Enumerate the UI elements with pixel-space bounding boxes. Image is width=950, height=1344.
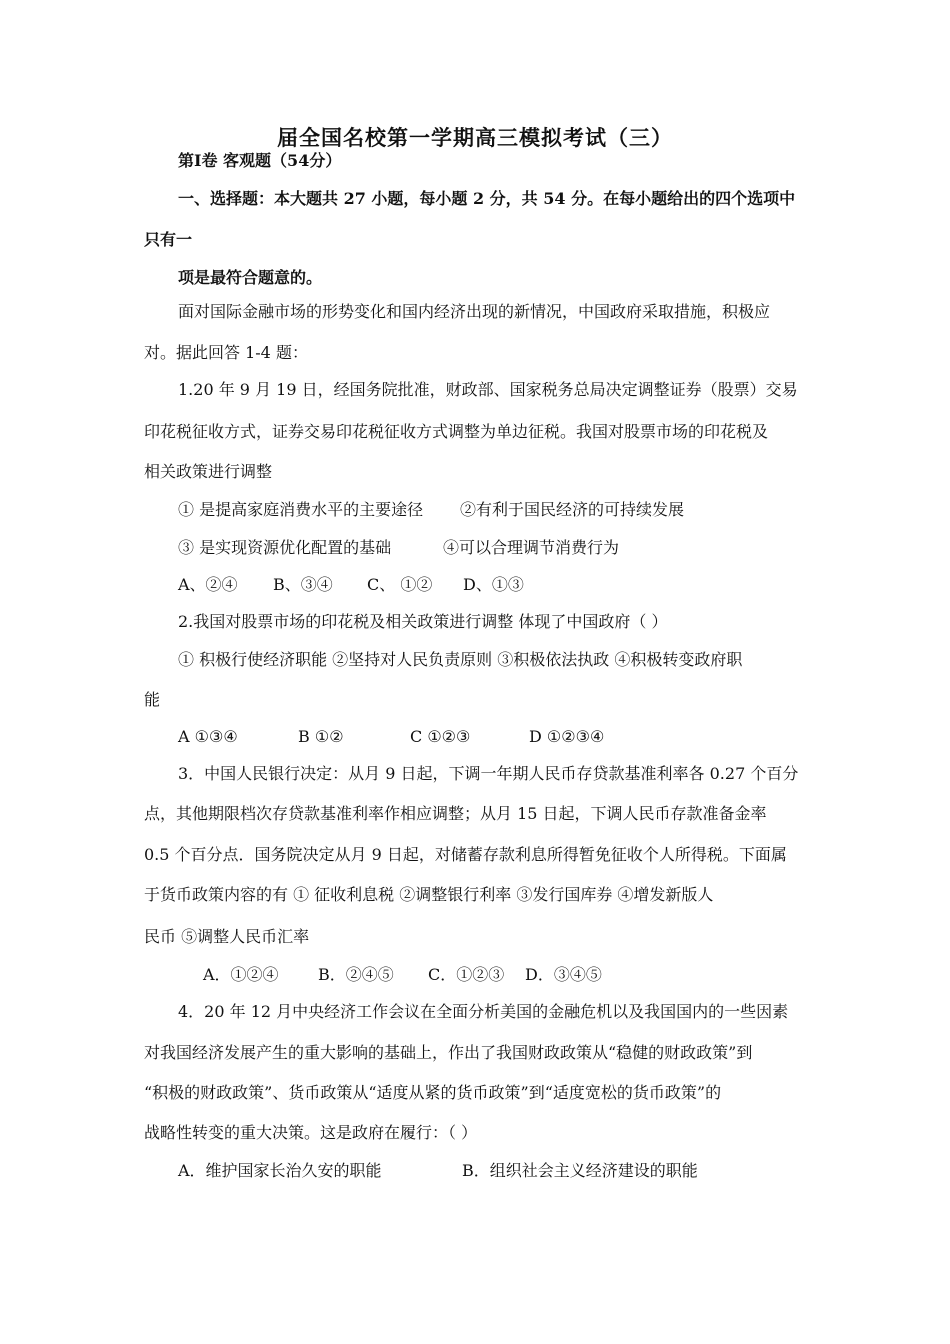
q1-line-1: 1.20 年 9 月 19 日，经国务院批准，财政部、国家税务总局决定调整证券（股票）交易 [178, 380, 798, 399]
q3-option-d: D．③④⑤ [525, 965, 602, 984]
q4-line-3: “积极的财政政策”、货币政策从“适度从紧的货币政策”到“适度宽松的货币政策”的 [144, 1083, 722, 1102]
q1-line-2: 印花税征收方式，证券交易印花税征收方式调整为单边征税。我国对股票市场的印花税及 [144, 422, 769, 441]
q1-option-d: D、①③ [463, 575, 524, 594]
instructions-line-1: 一、选择题：本大题共 27 小题，每小题 2 分，共 54 分。在每小题给出的四个选项中 [178, 189, 796, 208]
q2-option-d: D ①②③④ [529, 727, 605, 746]
q1-option-b: B、③④ [273, 575, 333, 594]
q2-option-c: C ①②③ [410, 727, 471, 746]
q3-option-c: C．①②③ [428, 965, 505, 984]
q2-option-a: A ①③④ [178, 727, 238, 746]
q2-line-1: 2.我国对股票市场的印花税及相关政策进行调整 体现了中国政府（ ） [178, 612, 668, 631]
q1-line-3: 相关政策进行调整 [144, 462, 273, 481]
q2-line-3: 能 [144, 690, 161, 709]
intro-line-1: 面对国际金融市场的形势变化和国内经济出现的新情况，中国政府采取措施，积极应 [178, 302, 771, 321]
q4-option-a: A．维护国家长治久安的职能 [178, 1161, 382, 1180]
q3-line-2: 点，其他期限档次存贷款基准利率作相应调整；从月 15 日起，下调人民币存款准备金率 [144, 804, 767, 823]
q1-option-a: A、②④ [178, 575, 238, 594]
q3-line-3: 0.5 个百分点．国务院决定从月 9 日起，对储蓄存款利息所得暂免征收个人所得税。下面属 [144, 845, 787, 864]
q1-statement-1: ① 是提高家庭消费水平的主要途径 [178, 500, 424, 519]
q1-statement-4: ④可以合理调节消费行为 [443, 538, 620, 557]
intro-line-2: 对。据此回答 1-4 题： [144, 343, 308, 362]
q4-line-1: 4．20 年 12 月中央经济工作会议在全面分析美国的金融危机以及我国国内的一些因素 [178, 1002, 789, 1021]
section-heading: 第Ⅰ卷 客观题（54分） [178, 151, 342, 170]
instructions-line-3: 项是最符合题意的。 [178, 268, 323, 287]
instructions-line-2: 只有一 [144, 230, 193, 249]
q1-option-c: C、 ①② [367, 575, 433, 594]
q2-option-b: B ①② [298, 727, 344, 746]
q4-option-b: B．组织社会主义经济建设的职能 [462, 1161, 698, 1180]
exam-title: 届全国名校第一学期高三模拟考试（三） [277, 125, 673, 150]
q4-line-4: 战略性转变的重大决策。这是政府在履行：（ ） [144, 1123, 478, 1142]
q3-line-1: 3．中国人民银行决定：从月 9 日起，下调一年期人民币存贷款基准利率各 0.27 个百分 [178, 764, 799, 783]
q1-statement-2: ②有利于国民经济的可持续发展 [460, 500, 685, 519]
q1-statement-3: ③ 是实现资源优化配置的基础 [178, 538, 392, 557]
q3-line-5: 民币 ⑤调整人民币汇率 [144, 927, 310, 946]
q3-option-b: B．②④⑤ [318, 965, 394, 984]
q4-line-2: 对我国经济发展产生的重大影响的基础上，作出了我国财政政策从“稳健的财政政策”到 [144, 1043, 753, 1062]
q2-line-2: ① 积极行使经济职能 ②坚持对人民负责原则 ③积极依法执政 ④积极转变政府职 [178, 650, 743, 669]
q3-option-a: A．①②④ [203, 965, 279, 984]
q3-line-4: 于货币政策内容的有 ① 征收利息税 ②调整银行利率 ③发行国库券 ④增发新版人 [144, 885, 714, 904]
